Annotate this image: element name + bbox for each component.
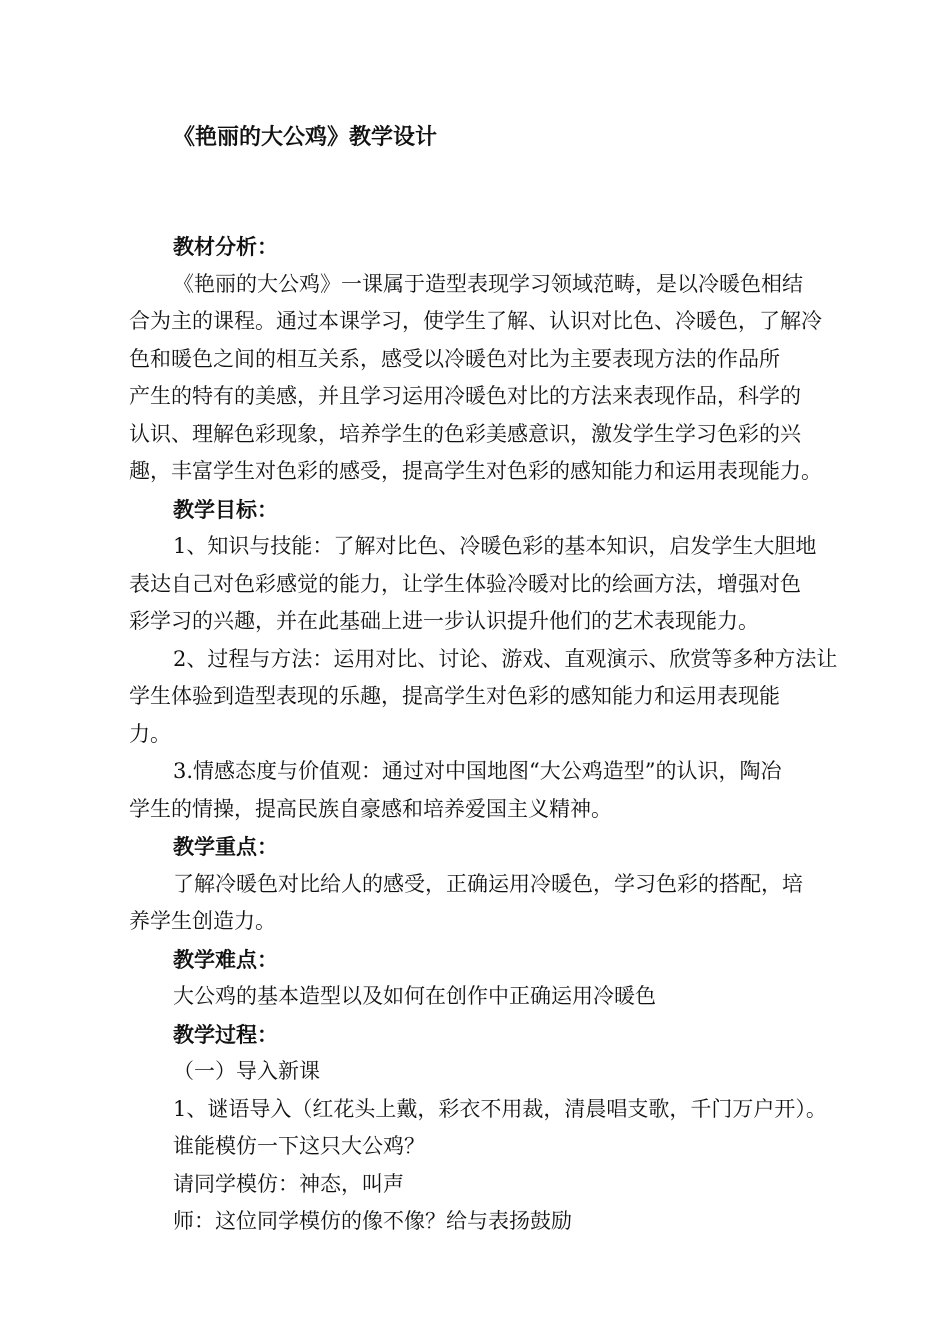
paragraph-line: 趣，丰富学生对色彩的感受，提高学生对色彩的感知能力和运用表现能力。: [129, 459, 822, 483]
paragraph-line: 力。: [129, 721, 171, 746]
process-list: [173, 1053, 863, 1241]
paragraph-line: 认识、理解色彩现象，培养学生的色彩美感意识，激发学生学习色彩的兴: [129, 421, 801, 446]
difficulty-heading: 教学难点：: [173, 946, 278, 972]
analysis-heading: 教材分析：: [173, 234, 278, 259]
paragraph-line: 学生体验到造型表现的乐趣，提高学生对色彩的感知能力和运用表现能: [129, 684, 780, 708]
process-heading: 教学过程：: [173, 1021, 278, 1047]
goal-2-paragraph: [129, 641, 863, 754]
process-line: 谁能模仿一下这只大公鸡？: [173, 1134, 425, 1158]
key-points-paragraph: [129, 866, 863, 941]
goals-heading: 教学目标：: [173, 496, 278, 522]
paragraph-line: 色和暖色之间的相互关系，感受以冷暖色对比为主要表现方法的作品所: [129, 346, 780, 371]
document-title: 《艳丽的大公鸡》教学设计: [173, 124, 438, 150]
process-line: 请同学模仿：神态，叫声: [173, 1171, 404, 1196]
paragraph-line: 彩学习的兴趣，并在此基础上进一步认识提升他们的艺术表现能力。: [129, 609, 759, 633]
process-line: （一）导入新课: [173, 1059, 320, 1083]
paragraph-line: 表达自己对色彩感觉的能力，让学生体验冷暖对比的绘画方法，增强对色: [129, 571, 801, 596]
key-points-heading: 教学重点：: [173, 834, 278, 859]
difficulty-text: 大公鸡的基本造型以及如何在创作中正确运用冷暖色: [173, 984, 656, 1008]
paragraph-line: 养学生创造力。: [129, 909, 276, 933]
goal-1-paragraph: [129, 528, 863, 641]
process-line: 师：这位同学模仿的像不像？给与表扬鼓励: [173, 1209, 572, 1233]
goal-3-paragraph: [129, 753, 863, 828]
paragraph-line: 2、过程与方法：运用对比、讨论、游戏、直观演示、欣赏等多种方法让: [173, 646, 838, 671]
paragraph-line: 1、知识与技能：了解对比色、冷暖色彩的基本知识，启发学生大胆地: [173, 534, 817, 558]
paragraph-line: 产生的特有的美感，并且学习运用冷暖色对比的方法来表现作品，科学的: [129, 384, 801, 408]
paragraph-line: 《艳丽的大公鸡》一课属于造型表现学习领域范畴，是以冷暖色相结: [173, 271, 803, 296]
paragraph-line: 学生的情操，提高民族自豪感和培养爱国主义精神。: [129, 796, 612, 821]
process-line: 1、谜语导入（红花头上戴，彩衣不用裁，清晨唱支歌，千门万户开）。: [173, 1096, 827, 1121]
document-body: [129, 228, 863, 1241]
analysis-paragraph: [129, 266, 863, 491]
paragraph-line: 了解冷暖色对比给人的感受，正确运用冷暖色，学习色彩的搭配，培: [173, 871, 803, 896]
paragraph-line: 合为主的课程。通过本课学习，使学生了解、认识对比色、冷暖色，了解冷: [129, 309, 822, 333]
paragraph-line: 3.情感态度与价值观：通过对中国地图“大公鸡造型”的认识，陶冶: [173, 759, 782, 783]
